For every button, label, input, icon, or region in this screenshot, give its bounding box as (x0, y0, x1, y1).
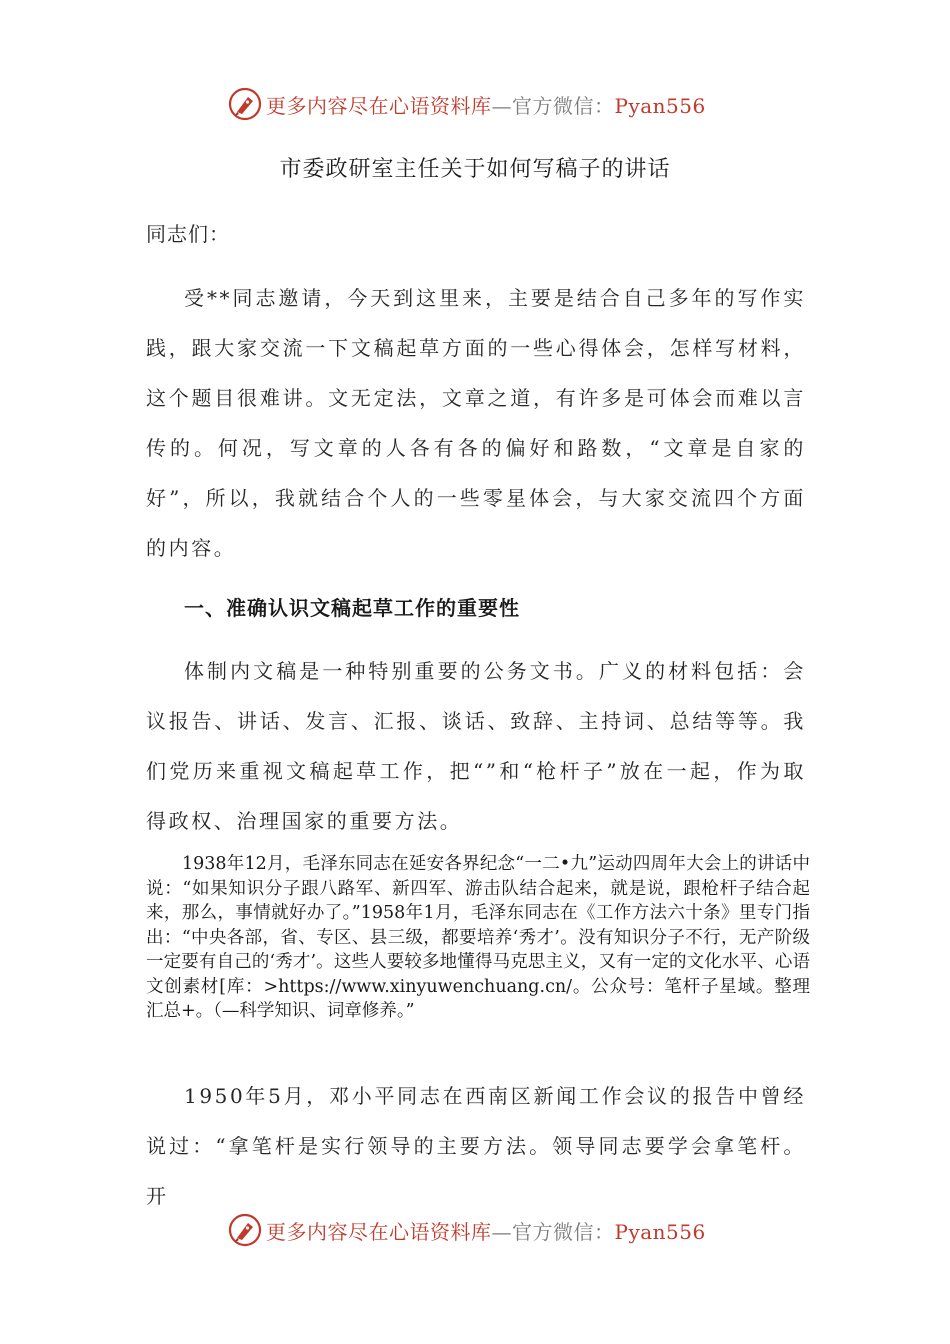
header-banner (228, 84, 748, 124)
intro-paragraph: 受**同志邀请，今天到这里来，主要是结合自己多年的写作实践，跟大家交流一下文稿起草方面的一些心得体会，怎样写材料，这个题目很难讲。文无定法，文章之道，有许多是可体会而难以言传的。何况，写文章的人各有各的偏好和路数，“文章是自家的好”，所以，我就结合个人的一些零星体会，与大家交流四个方面的内容。 (146, 286, 806, 560)
deng-paragraph: 1950年5月，邓小平同志在西南区新闻工作会议的报告中曾经说过：“拿笔杆是实行领导的主要方法。领导同志要学会拿笔杆。开 (146, 1084, 806, 1208)
page-title: 市委政研室主任关于如何写稿子的讲话 (279, 157, 671, 182)
pen-nib-icon (228, 1213, 262, 1247)
quote-paragraph: 1938年12月，毛泽东同志在延安各界纪念“一二•九”运动四周年大会上的讲话中说：“如果知识分子跟八路军、新四军、游击队结合起来，就是说，跟枪杆子结合起来，那么，事情就好办了。”1958年1月，毛泽东同志在《工作方法六十条》里专门指出：“中央各部，省、专区、县三级，都要培养‘秀才’。没有知识分子不行，无产阶级一定要有自己的‘秀才’。这些人要较多地懂得马克思主义，又有一定的文化水平、心语文创素材[库：>https://www.xinyuwenchuang.cn/。公众号：笔杆子星域。整理汇总+。（—科学知识、词章修养。” (146, 854, 810, 1021)
banner-text-red: 更多内容尽在心语资料库 (266, 1219, 492, 1244)
section-paragraph: 体制内文稿是一种特别重要的公务文书。广义的材料包括：会议报告、讲话、发言、汇报、谈话、致辞、主持词、总结等等。我们党历来重视文稿起草工作，把“”和“枪杆子”放在一起，作为取得政权、治理国家的重要方法。 (146, 659, 806, 833)
banner-text-gray: —官方微信： (491, 1219, 615, 1244)
footer-banner (228, 1210, 748, 1250)
banner-text (266, 1216, 706, 1245)
pen-nib-icon (228, 87, 262, 121)
banner-text (266, 90, 706, 119)
banner-text-red: 更多内容尽在心语资料库 (266, 93, 492, 118)
greeting: 同志们： (146, 222, 230, 246)
banner-id: Pyan556 (614, 1219, 706, 1244)
banner-text-gray: —官方微信： (491, 93, 615, 118)
banner-id: Pyan556 (614, 93, 706, 118)
section-heading: 一、准确认识文稿起草工作的重要性 (184, 596, 520, 620)
